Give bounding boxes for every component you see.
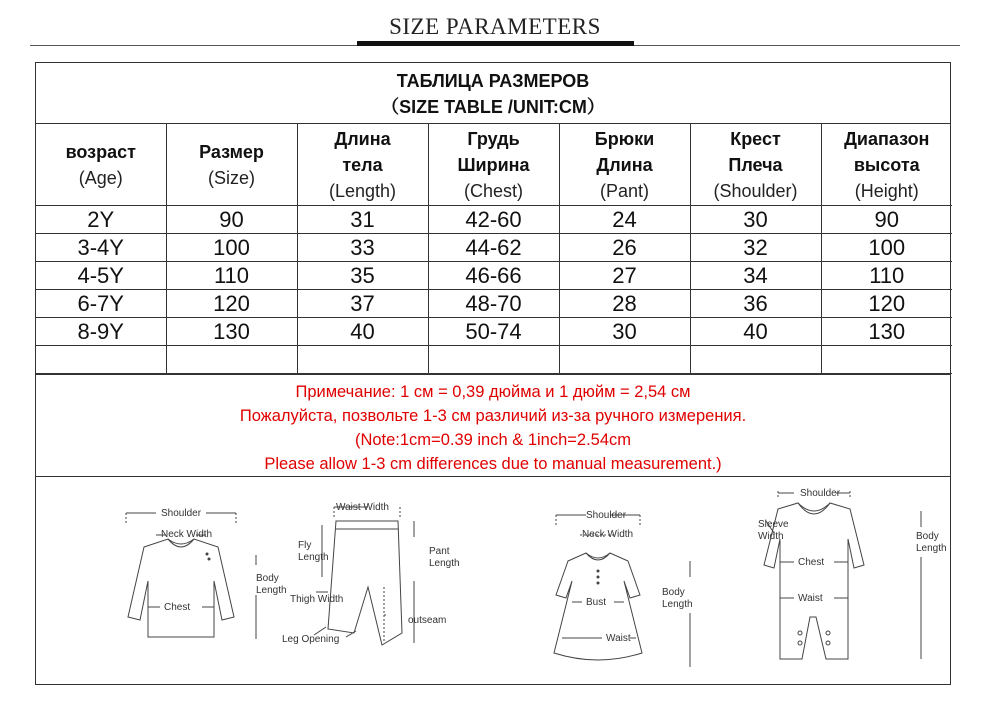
table-cell: 6-7Y	[36, 290, 166, 318]
diagram-label: Shoulder	[586, 510, 627, 521]
column-header-ru: Размер	[199, 141, 264, 162]
column-header-en: (Height)	[854, 180, 919, 201]
table-cell: 42-60	[428, 206, 559, 234]
diagram-label: Pant	[429, 546, 450, 557]
table-cell: 34	[690, 262, 821, 290]
diagram-label: Waist Width	[336, 502, 389, 513]
column-header-en: (Length)	[328, 180, 397, 201]
romper-diagram	[716, 477, 952, 685]
table-cell	[297, 346, 428, 374]
table-cell: 40	[297, 318, 428, 346]
diagram-label: Length	[429, 558, 460, 569]
title-accent-bar	[357, 41, 634, 46]
note-line: Please allow 1-3 cm differences due to manual measurement.)	[264, 455, 722, 473]
diagram-label: Chest	[798, 557, 825, 568]
column-headers	[36, 124, 952, 206]
table-cell: 28	[559, 290, 690, 318]
table-cell: 130	[821, 318, 952, 346]
column-header-shoulder	[690, 124, 821, 206]
column-header-en: (Age)	[78, 167, 123, 188]
diagram-label: Length	[916, 543, 947, 554]
diagram-label: Waist	[798, 593, 823, 604]
column-header-ru: тела	[342, 154, 383, 175]
table-cell: 35	[297, 262, 428, 290]
column-header-size	[166, 124, 297, 206]
table-cell: 30	[690, 206, 821, 234]
table-cell: 24	[559, 206, 690, 234]
diagram-label: Neck Width	[161, 529, 213, 540]
table-row	[36, 234, 952, 262]
shirt-shape	[128, 539, 234, 637]
diagram-label: outseam	[408, 615, 447, 626]
diagram-label: Body	[256, 573, 279, 584]
column-header-ru: Плеча	[728, 154, 783, 175]
column-header-ru: высота	[853, 154, 920, 175]
table-cell: 90	[166, 206, 297, 234]
table-cell	[166, 346, 297, 374]
table-row	[36, 318, 952, 346]
table-cell: 26	[559, 234, 690, 262]
table-cell	[36, 346, 166, 374]
diagram-label: Length	[298, 552, 329, 563]
table-cell: 100	[166, 234, 297, 262]
diagram-label: Fly	[298, 540, 312, 551]
measurement-diagrams	[36, 477, 950, 685]
note-line: (Note:1cm=0.39 inch & 1inch=2.54cm	[354, 431, 632, 449]
table-cell: 48-70	[428, 290, 559, 318]
table-cell: 27	[559, 262, 690, 290]
table-cell	[821, 346, 952, 374]
table-cell: 130	[166, 318, 297, 346]
table-cell	[690, 346, 821, 374]
diagram-label: Waist	[606, 633, 631, 644]
table-cell: 36	[690, 290, 821, 318]
diagram-label: Thigh Width	[290, 594, 344, 605]
column-header-ru: Грудь	[467, 128, 520, 149]
dress-diagram	[506, 477, 716, 685]
diagram-label: Body	[662, 587, 685, 598]
table-cell: 4-5Y	[36, 262, 166, 290]
column-header-ru: Длина	[596, 154, 653, 175]
measurement-notes	[36, 374, 950, 477]
table-header	[36, 63, 950, 124]
table-cell: 2Y	[36, 206, 166, 234]
diagram-label: Neck Width	[582, 529, 634, 540]
column-header-ru: Ширина	[457, 154, 530, 175]
table-row-empty	[36, 346, 952, 374]
pants-shape	[328, 521, 402, 645]
diagram-label: Leg Opening	[282, 634, 340, 645]
size-chart-frame	[35, 62, 951, 685]
column-header-ru: Диапазон	[844, 128, 930, 149]
column-header-length	[297, 124, 428, 206]
column-header-height	[821, 124, 952, 206]
table-cell: 8-9Y	[36, 318, 166, 346]
table-row	[36, 206, 952, 234]
size-table	[36, 124, 952, 374]
table-cell: 100	[821, 234, 952, 262]
diagram-label: Body	[916, 531, 939, 542]
table-cell: 46-66	[428, 262, 559, 290]
shirt-diagram	[96, 477, 296, 685]
diagram-label: Width	[758, 531, 784, 542]
table-cell: 37	[297, 290, 428, 318]
column-header-en: (Shoulder)	[713, 180, 798, 201]
table-cell: 110	[821, 262, 952, 290]
table-title-ru: ТАБЛИЦА РАЗМЕРОВ	[396, 71, 590, 91]
column-header-ru: возраст	[65, 141, 136, 162]
note-line: Примечание: 1 см = 0,39 дюйма и 1 дюйм = 2,54 см	[295, 383, 691, 401]
table-cell: 33	[297, 234, 428, 262]
table-cell	[559, 346, 690, 374]
column-header-pant	[559, 124, 690, 206]
column-header-en: (Chest)	[463, 180, 523, 201]
column-header-chest	[428, 124, 559, 206]
table-cell: 40	[690, 318, 821, 346]
table-cell: 120	[166, 290, 297, 318]
table-cell: 50-74	[428, 318, 559, 346]
table-cell	[428, 346, 559, 374]
column-header-en: (Pant)	[599, 180, 650, 201]
column-header-en: (Size)	[207, 167, 255, 188]
table-cell: 120	[821, 290, 952, 318]
table-cell: 3-4Y	[36, 234, 166, 262]
diagram-label: Length	[662, 599, 693, 610]
table-cell: 30	[559, 318, 690, 346]
diagram-label: Bust	[586, 597, 607, 608]
diagram-label: Sleeve	[758, 519, 789, 530]
table-cell: 90	[821, 206, 952, 234]
diagram-label: Chest	[164, 602, 191, 613]
pants-diagram	[276, 477, 496, 685]
table-row	[36, 290, 952, 318]
page-title: SIZE PARAMETERS	[389, 14, 601, 39]
table-cell: 44-62	[428, 234, 559, 262]
table-cell: 31	[297, 206, 428, 234]
column-header-ru: Крест	[730, 128, 781, 149]
table-title-en: （SIZE TABLE /UNIT:CM）	[381, 97, 605, 117]
table-cell: 32	[690, 234, 821, 262]
table-cell: 110	[166, 262, 297, 290]
note-line: Пожалуйста, позвольте 1-3 см различий из-за ручного измерения.	[239, 407, 747, 425]
diagram-label: Length	[256, 585, 287, 596]
diagram-label: Shoulder	[800, 488, 841, 499]
column-header-ru: Длина	[334, 128, 391, 149]
column-header-age	[36, 124, 166, 206]
diagram-label: Shoulder	[161, 508, 202, 519]
table-row	[36, 262, 952, 290]
column-header-ru: Брюки	[594, 128, 655, 149]
